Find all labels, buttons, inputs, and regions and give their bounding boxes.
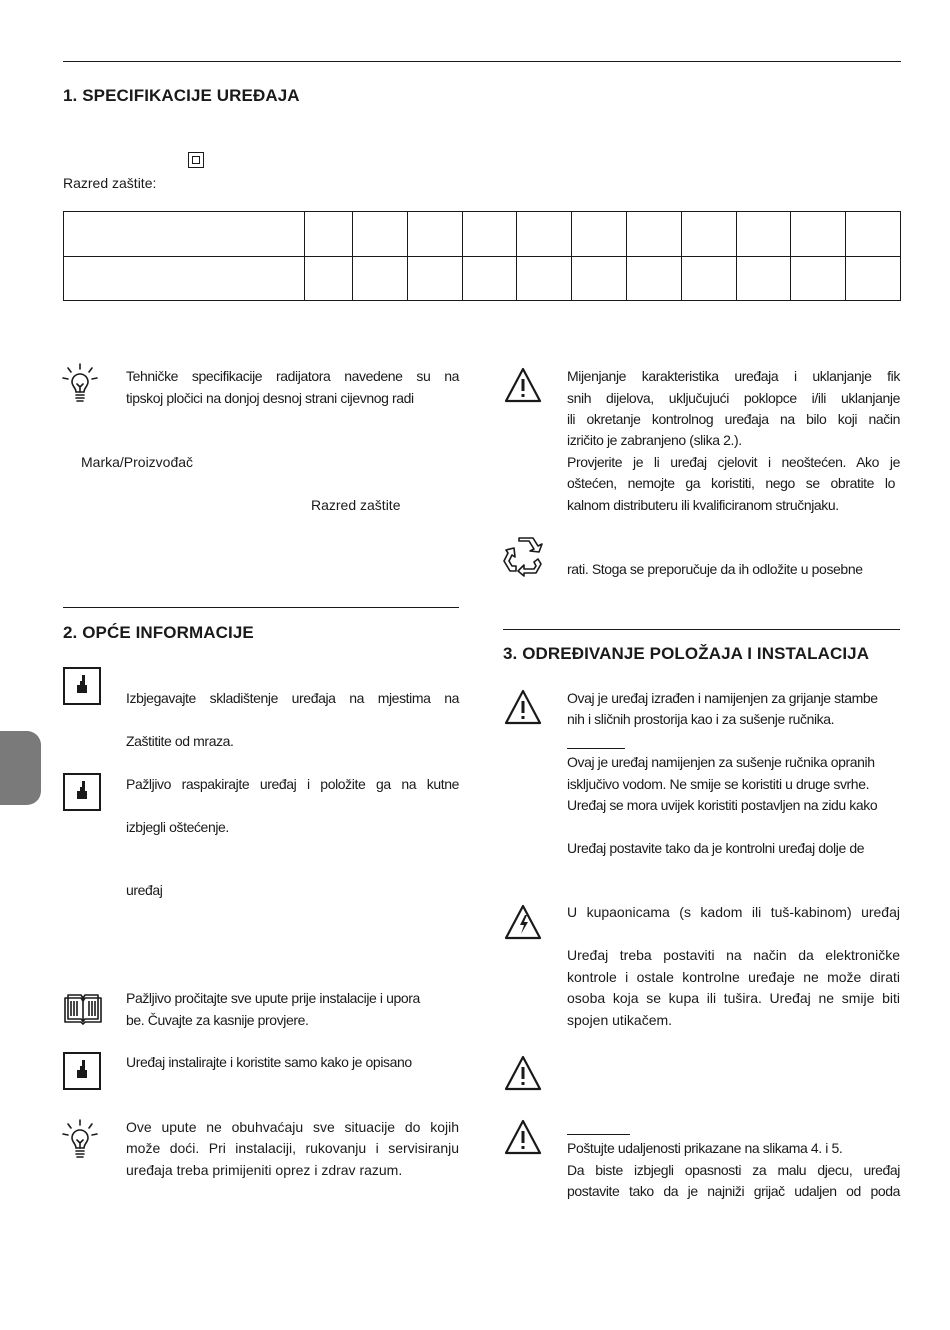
towel-line-2: isključivo vodom. Ne smije se koristiti u druge svrhe. <box>567 776 870 792</box>
section-3-rule <box>503 629 900 630</box>
book-icon <box>62 992 104 1028</box>
spec-table <box>63 211 901 301</box>
distance-line-3: postavite tako da je najniži grijač udaljen od poda <box>567 1183 900 1199</box>
hand-pointer-icon <box>63 773 101 811</box>
warning-2-line-1: Ovaj je uređaj izrađen i namijenjen za grijanje stambe <box>567 690 878 706</box>
damage-text: izbjegli oštećenje. <box>126 819 229 835</box>
tip-line-2: može doći. Pri instalaciji, rukovanju i servisiranju <box>126 1140 459 1156</box>
short-divider <box>567 748 625 749</box>
warning-1-line-3: ili okretanje kontrolnog uređaja na bilo koji način <box>567 411 900 427</box>
placement-text: Uređaj postavite tako da je kontrolni uređaj dolje de <box>567 840 865 856</box>
install-text: Uređaj instalirajte i koristite samo kako je opisano <box>126 1054 412 1070</box>
bath-line-3: kontrole i ostale kontrolne uređaje ne može dirati <box>567 969 900 985</box>
tip-line-3: uređaja treba primijeniti oprez i zdrav razum. <box>126 1162 403 1178</box>
unpack-text: Pažljivo raspakirajte uređaj i položite ga na kutne <box>126 776 459 792</box>
warning-triangle-icon <box>503 688 543 726</box>
distance-line-1: Poštujte udaljenosti prikazane na slikama 4. i 5. <box>567 1140 843 1156</box>
towel-line-1: Ovaj je uređaj namijenjen za sušenje ručnika opranih <box>567 754 875 770</box>
section-3-heading: 3. ODREĐIVANJE POLOŽAJA I INSTALACIJA <box>503 644 870 663</box>
warning-1-line-4: izričito je zabranjeno (slika 2.). <box>567 432 742 448</box>
frost-text: Zaštitite od mraza. <box>126 733 234 749</box>
warning-1-line-2: snih dijelova, uključujući poklopce i/ili uklanjanje <box>567 390 900 406</box>
hand-pointer-icon <box>63 667 101 705</box>
short-divider <box>567 1134 630 1135</box>
lightbulb-icon <box>62 1118 98 1162</box>
protection-class-symbol <box>188 152 204 168</box>
warning-1-line-7: kalnom distributeru ili kvalificiranom stručnjaku. <box>567 497 839 513</box>
side-tab <box>0 731 41 805</box>
bath-line-1: U kupaonicama (s kadom ili tuš-kabinom) uređaj <box>567 904 900 920</box>
spec-info-line-2: tipskoj pločici na donjoj desnoj strani cijevnog radi <box>126 390 414 406</box>
bath-line-2: Uređaj treba postaviti na način da elektroničke <box>567 947 900 963</box>
warning-1-line-5: Provjerite je li uređaj cjelovit i neoštećen. Ako je <box>567 454 900 470</box>
section-2-heading: 2. OPĆE INFORMACIJE <box>63 623 254 642</box>
warning-1-line-1: Mijenjanje karakteristika uređaja i uklanjanje fik <box>567 368 900 384</box>
lightbulb-icon <box>62 362 98 406</box>
read-text-line-2: be. Čuvajte za kasnije provjere. <box>126 1012 309 1028</box>
warning-1-line-6: oštećen, nemojte ga koristiti, nego se obratite lo <box>567 475 895 491</box>
class-label: Razred zaštite <box>311 497 401 513</box>
warning-triangle-icon <box>503 1054 543 1092</box>
section-1-heading: 1. SPECIFIKACIJE UREĐAJA <box>63 86 300 105</box>
brand-label: Marka/Proizvođač <box>81 454 194 470</box>
device-text: uređaj <box>126 882 163 898</box>
protection-class-label: Razred zaštite: <box>63 175 157 191</box>
hand-pointer-icon <box>63 1052 101 1090</box>
spec-table-row <box>64 256 901 301</box>
storage-text: Izbjegavajte skladištenje uređaja na mjestima na <box>126 690 459 706</box>
warning-triangle-icon <box>503 1118 543 1156</box>
tip-line-1: Ove upute ne obuhvaćaju sve situacije do kojih <box>126 1119 459 1135</box>
warning-2-line-2: nih i sličnih prostorija kao i za sušenje ručnika. <box>567 711 835 727</box>
bath-line-4: osoba koja se kupa ili tušira. Uređaj ne smije biti <box>567 990 900 1006</box>
recycle-text: rati. Stoga se preporučuje da ih odložite u posebne <box>567 561 863 577</box>
recycle-icon <box>503 537 545 577</box>
towel-line-3: Uređaj se mora uvijek koristiti postavljen na zidu kako <box>567 797 878 813</box>
top-rule <box>63 61 901 62</box>
spec-table-row <box>64 212 901 257</box>
bath-line-5: spojen utikačem. <box>567 1012 673 1028</box>
spec-info-line-1: Tehničke specifikacije radijatora navedene su na <box>126 368 459 384</box>
warning-triangle-icon <box>503 366 543 404</box>
distance-line-2: Da biste izbjegli opasnosti za malu djecu, uređaj <box>567 1162 900 1178</box>
read-text-line-1: Pažljivo pročitajte sve upute prije instalacije i upora <box>126 990 420 1006</box>
section-2-rule <box>63 607 459 608</box>
electric-hazard-icon <box>503 903 543 941</box>
